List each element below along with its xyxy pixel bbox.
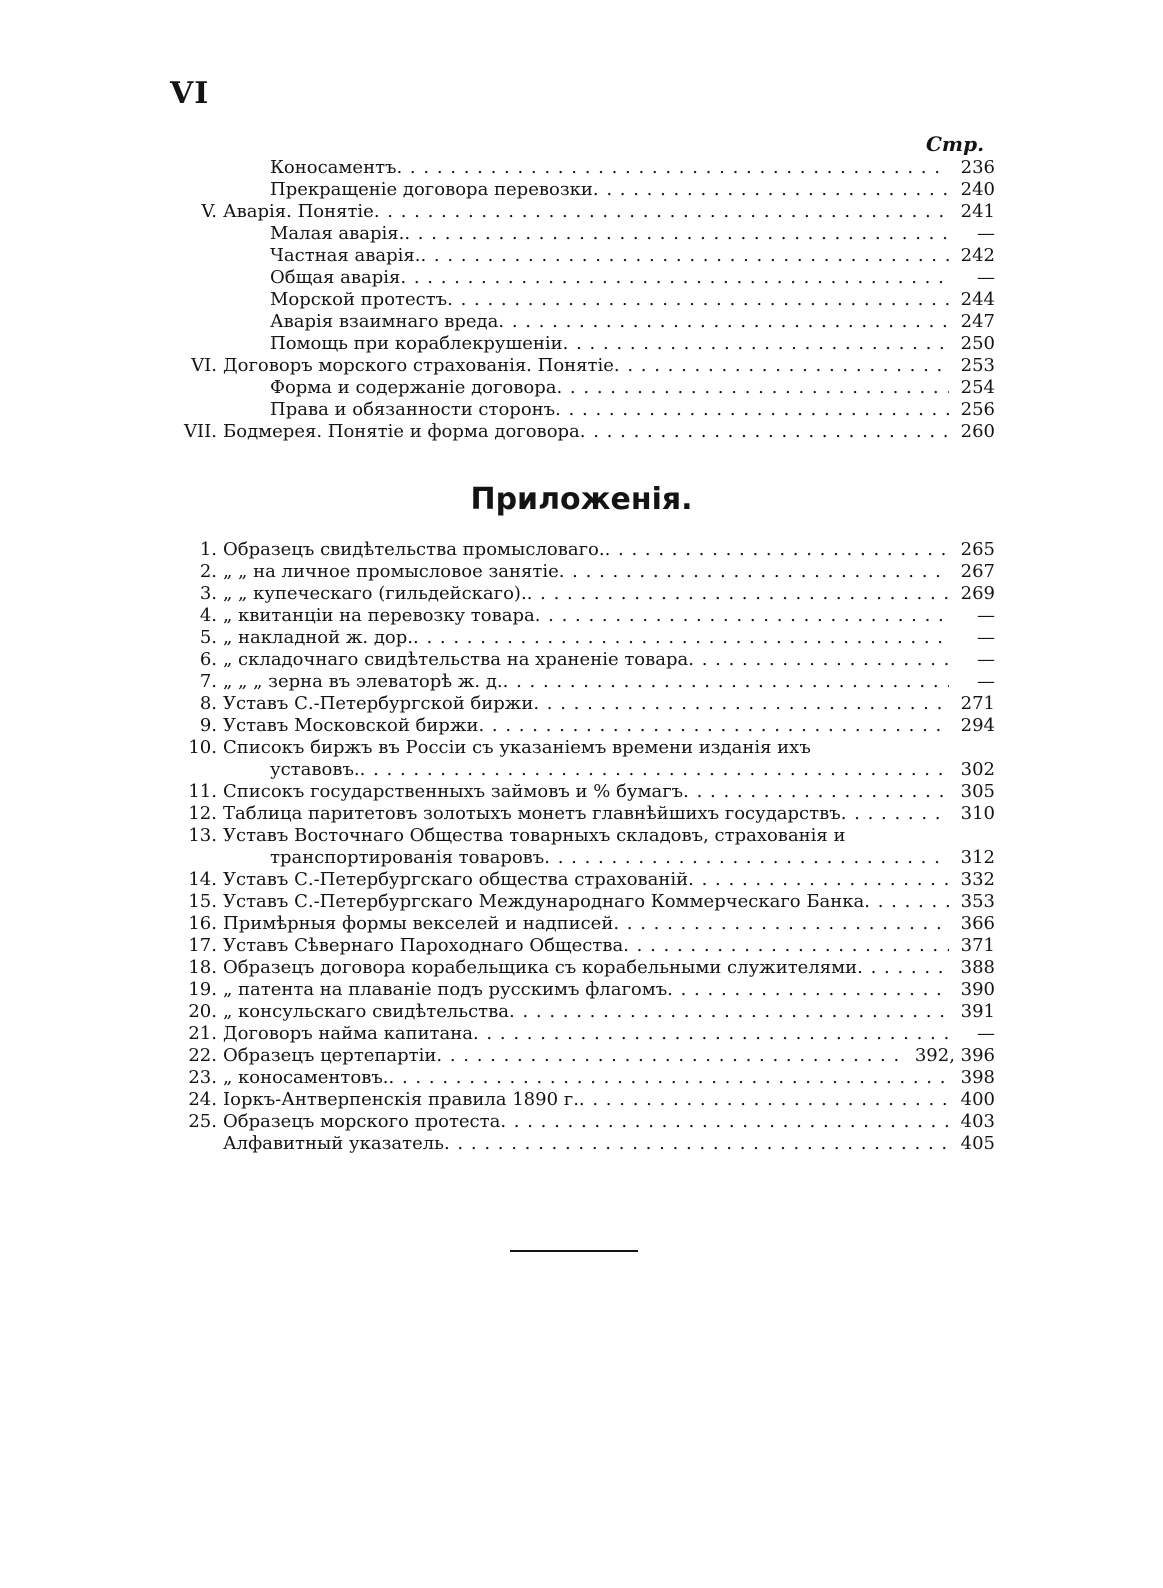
toc-entry-title: Уставъ Московской биржи: [223, 715, 479, 736]
dot-leader: [593, 179, 949, 201]
toc-entry-page: 305: [960, 781, 995, 802]
toc-entry-page: —: [977, 649, 995, 670]
toc-entry-number: 7.: [199, 671, 217, 692]
toc-entry-page: 267: [960, 561, 995, 582]
dot-leader: [400, 267, 949, 289]
toc-entry: [165, 649, 995, 671]
dot-leader: [614, 355, 949, 377]
toc-entry: [165, 825, 995, 847]
toc-entry-page: 271: [960, 693, 995, 714]
toc-entry-page: —: [977, 267, 995, 288]
toc-entry-title: Коносаментъ: [270, 157, 397, 178]
toc-entry-title: Прекращеніе договора перевозки: [270, 179, 593, 200]
toc-entry-title: Уставъ Сѣвернаго Пароходнаго Общества: [223, 935, 624, 956]
toc-entry-page: 312: [960, 847, 995, 868]
toc-entry-page: 403: [960, 1111, 995, 1132]
dot-leader: [683, 781, 949, 803]
toc-entry-title: уставовъ.: [270, 759, 360, 780]
toc-entry-title: Малая аварія.: [270, 223, 405, 244]
toc-entry: [165, 1001, 995, 1023]
toc-entry-number: 10.: [188, 737, 217, 758]
toc-entry-number: 11.: [188, 781, 217, 802]
toc-entry-title: „ квитанціи на перевозку товара: [223, 605, 535, 626]
toc-entry: [165, 1133, 995, 1155]
toc-entry-title: Бодмерея. Понятіе и форма договора: [223, 421, 580, 442]
dot-leader: [857, 957, 949, 979]
toc-entry-title: Общая аварія: [270, 267, 401, 288]
toc-entry: [165, 539, 995, 561]
toc-entry-page: 392, 396: [914, 1045, 995, 1066]
toc-entry-number: 21.: [188, 1023, 217, 1044]
toc-entry: [165, 957, 995, 979]
toc-entry-title: Уставъ С.-Петербургскаго общества страхованій: [223, 869, 689, 890]
toc-entry-number: 2.: [199, 561, 217, 582]
toc-entry: [165, 891, 995, 913]
dot-leader: [413, 627, 949, 649]
toc-entry: [165, 869, 995, 891]
dot-leader: [389, 1067, 949, 1089]
toc-entry: [165, 979, 995, 1001]
dot-leader: [360, 759, 949, 781]
dot-leader: [688, 869, 949, 891]
toc-entry: [165, 627, 995, 649]
toc-entry-number: 16.: [188, 913, 217, 934]
dot-leader: [555, 399, 949, 421]
toc-entry-page: 247: [960, 311, 995, 332]
dot-leader: [556, 377, 949, 399]
dot-leader: [447, 289, 949, 311]
dot-leader: [841, 803, 949, 825]
toc-entry-title: Алфавитный указатель: [223, 1133, 444, 1154]
toc-entry: [165, 333, 995, 355]
toc-entry-page: 240: [960, 179, 995, 200]
toc-entry: [165, 377, 995, 399]
toc-entry-page: —: [977, 671, 995, 692]
dot-leader: [667, 979, 949, 1001]
toc-entry-number: 18.: [188, 957, 217, 978]
toc-entry-title: Уставъ С.-Петербургской биржи: [223, 693, 534, 714]
toc-entry-number: 22.: [188, 1045, 217, 1066]
toc-entry-page: 241: [960, 201, 995, 222]
toc-entry-page: 253: [960, 355, 995, 376]
toc-entry-title: „ патента на плаваніе подъ русскимъ флагомъ: [223, 979, 668, 1000]
toc-entry: [165, 605, 995, 627]
page-number: VI: [170, 76, 210, 111]
toc-entry: [165, 935, 995, 957]
dot-leader: [436, 1045, 899, 1067]
toc-entry-number: VI.: [191, 355, 217, 376]
dot-leader: [563, 333, 949, 355]
dot-leader: [374, 201, 949, 223]
toc-entry-page: 250: [960, 333, 995, 354]
toc-entry-title: „ накладной ж. дор.: [223, 627, 413, 648]
dot-leader: [544, 847, 949, 869]
toc-entry-number: V.: [201, 201, 217, 222]
toc-entry: [165, 1111, 995, 1133]
toc-entry-page: 294: [960, 715, 995, 736]
toc-entry-number: 5.: [199, 627, 217, 648]
toc-entry-page: 302: [960, 759, 995, 780]
toc-entry-number: 17.: [188, 935, 217, 956]
table-of-contents-appendix: [165, 539, 995, 1155]
toc-entry-title: Образецъ договора корабельщика съ корабельными служителями: [223, 957, 858, 978]
toc-entry-title: Аварія. Понятіе: [223, 201, 374, 222]
toc-entry: [165, 693, 995, 715]
toc-entry-number: 4.: [199, 605, 217, 626]
toc-entry-title: Морской протестъ: [270, 289, 448, 310]
toc-entry: [165, 913, 995, 935]
toc-entry-title: транспортированія товаровъ: [270, 847, 545, 868]
toc-entry: [165, 781, 995, 803]
toc-entry: [165, 399, 995, 421]
dot-leader: [444, 1133, 949, 1155]
toc-entry-title: Помощь при кораблекрушеніи: [270, 333, 563, 354]
toc-entry: [165, 201, 995, 223]
toc-entry-title: Частная аварія.: [270, 245, 421, 266]
toc-entry: [165, 759, 995, 781]
toc-entry: [165, 245, 995, 267]
toc-entry-title: Права и обязанности сторонъ: [270, 399, 556, 420]
toc-entry-number: 19.: [188, 979, 217, 1000]
dot-leader: [420, 245, 949, 267]
toc-entry-title: „ „ на личное промысловое занятіе: [223, 561, 559, 582]
table-of-contents-main: [165, 157, 995, 443]
toc-entry-page: 310: [960, 803, 995, 824]
dot-leader: [404, 223, 949, 245]
toc-entry: [165, 803, 995, 825]
toc-entry-page: 260: [960, 421, 995, 442]
toc-entry: [165, 1089, 995, 1111]
toc-entry: [165, 355, 995, 377]
toc-entry-page: 242: [960, 245, 995, 266]
toc-entry-title: Іоркъ-Антверпенскія правила 1890 г.: [223, 1089, 579, 1110]
dot-leader: [498, 311, 949, 333]
dot-leader: [623, 935, 949, 957]
toc-entry: [165, 583, 995, 605]
dot-leader: [500, 1111, 949, 1133]
dot-leader: [846, 825, 949, 847]
dot-leader: [811, 737, 949, 759]
toc-entry-page: 400: [960, 1089, 995, 1110]
toc-entry-title: Уставъ С.-Петербургскаго Международнаго Коммерческаго Банка: [223, 891, 865, 912]
toc-entry-page: —: [977, 627, 995, 648]
toc-entry-page: 398: [960, 1067, 995, 1088]
toc-entry-number: 8.: [199, 693, 217, 714]
toc-entry-title: Аварія взаимнаго вреда: [270, 311, 499, 332]
toc-entry-page: [949, 737, 995, 759]
dot-leader: [864, 891, 949, 913]
toc-entry: [165, 1023, 995, 1045]
toc-entry: [165, 1045, 995, 1067]
toc-entry-title: „ „ „ зерна въ элеваторѣ ж. д.: [223, 671, 503, 692]
toc-entry-page: 269: [960, 583, 995, 604]
toc-entry-number: VII.: [184, 421, 217, 442]
toc-entry-number: 12.: [188, 803, 217, 824]
dot-leader: [396, 157, 949, 179]
toc-entry-title: „ „ купеческаго (гильдейскаго).: [223, 583, 527, 604]
toc-entry-number: 1.: [199, 539, 217, 560]
toc-entry-title: Списокъ биржъ въ Россіи съ указаніемъ времени изданія ихъ: [223, 737, 811, 758]
toc-entry-title: Примѣрныя формы векселей и надписей: [223, 913, 614, 934]
toc-entry-page: 236: [960, 157, 995, 178]
toc-entry-page: 388: [960, 957, 995, 978]
dot-leader: [688, 649, 949, 671]
toc-entry-page: 390: [960, 979, 995, 1000]
toc-entry-number: 6.: [199, 649, 217, 670]
toc-entry-number: 24.: [188, 1089, 217, 1110]
toc-entry-title: Договоръ найма капитана: [223, 1023, 473, 1044]
dot-leader: [478, 715, 949, 737]
page-column-header: Стр.: [926, 132, 985, 156]
dot-leader: [473, 1023, 949, 1045]
toc-entry-page: —: [977, 1023, 995, 1044]
toc-entry-title: Уставъ Восточнаго Общества товарныхъ складовъ, страхованія и: [223, 825, 846, 846]
toc-entry: [165, 671, 995, 693]
toc-entry-page: 265: [960, 539, 995, 560]
toc-entry: [165, 715, 995, 737]
appendix-title: Приложенія.: [470, 482, 693, 517]
toc-entry: [165, 421, 995, 443]
toc-entry-title: Образецъ свидѣтельства промысловаго.: [223, 539, 605, 560]
dot-leader: [533, 693, 949, 715]
toc-entry-title: Форма и содержаніе договора: [270, 377, 557, 398]
toc-entry-title: „ коносаментовъ.: [223, 1067, 389, 1088]
toc-entry-number: 14.: [188, 869, 217, 890]
toc-entry: [165, 267, 995, 289]
toc-entry-page: 353: [960, 891, 995, 912]
dot-leader: [605, 539, 949, 561]
dot-leader: [613, 913, 949, 935]
toc-entry-page: 391: [960, 1001, 995, 1022]
toc-entry-page: 332: [960, 869, 995, 890]
toc-entry: [165, 737, 995, 759]
toc-entry-number: 3.: [199, 583, 217, 604]
toc-entry-number: 9.: [199, 715, 217, 736]
toc-entry-title: Таблица паритетовъ золотыхъ монетъ главнѣйшихъ государствъ: [223, 803, 841, 824]
dot-leader: [535, 605, 949, 627]
dot-leader: [527, 583, 949, 605]
closing-rule: [510, 1250, 638, 1252]
toc-entry-title: Образецъ цертепартіи: [223, 1045, 437, 1066]
toc-entry-number: 20.: [188, 1001, 217, 1022]
dot-leader: [579, 1089, 949, 1111]
toc-entry: [165, 179, 995, 201]
toc-entry-page: 256: [960, 399, 995, 420]
toc-entry-page: [949, 825, 995, 847]
dot-leader: [503, 671, 949, 693]
toc-entry-number: 23.: [188, 1067, 217, 1088]
dot-leader: [509, 1001, 949, 1023]
toc-entry-page: —: [977, 605, 995, 626]
toc-entry: [165, 561, 995, 583]
toc-entry: [165, 1067, 995, 1089]
toc-entry: [165, 289, 995, 311]
dot-leader: [559, 561, 949, 583]
toc-entry-number: 15.: [188, 891, 217, 912]
toc-entry-number: 25.: [188, 1111, 217, 1132]
toc-entry: [165, 223, 995, 245]
toc-entry: [165, 847, 995, 869]
toc-entry-title: Договоръ морского страхованія. Понятіе: [223, 355, 614, 376]
toc-entry-title: Образецъ морского протеста: [223, 1111, 501, 1132]
toc-entry: [165, 157, 995, 179]
toc-entry-number: 13.: [188, 825, 217, 846]
toc-entry-title: Списокъ государственныхъ займовъ и % бумагъ: [223, 781, 684, 802]
toc-entry-page: 254: [960, 377, 995, 398]
dot-leader: [580, 421, 949, 443]
toc-entry-page: 244: [960, 289, 995, 310]
toc-entry-page: —: [977, 223, 995, 244]
toc-entry-page: 366: [960, 913, 995, 934]
toc-entry-title: „ консульскаго свидѣтельства: [223, 1001, 509, 1022]
toc-entry-page: 371: [960, 935, 995, 956]
toc-entry: [165, 311, 995, 333]
toc-entry-title: „ складочнаго свидѣтельства на храненіе товара: [223, 649, 689, 670]
toc-entry-page: 405: [960, 1133, 995, 1154]
